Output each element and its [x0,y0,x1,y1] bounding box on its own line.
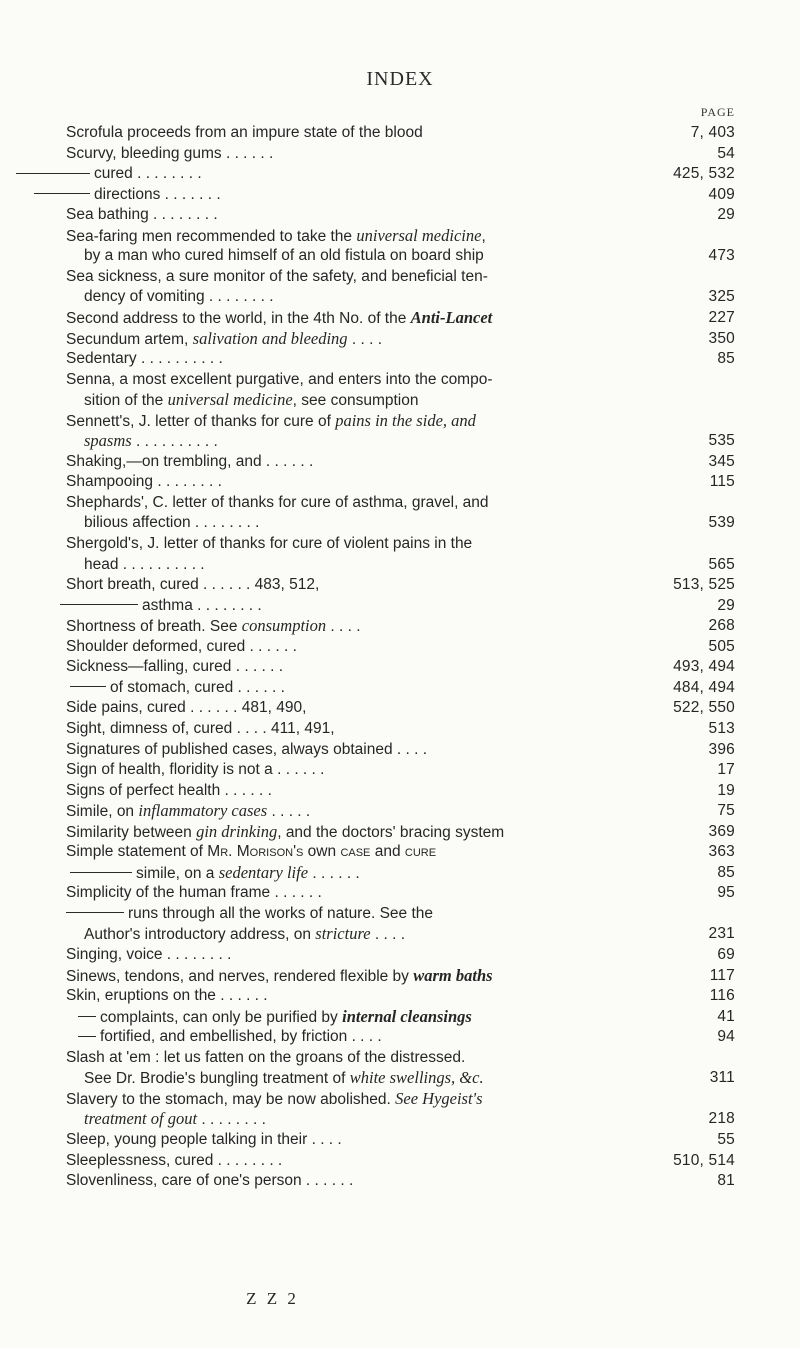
entry-text [70,678,285,698]
entry-heading: bilious affection . . . . . . . . [84,514,260,532]
entry-text [84,924,405,945]
entry-heading: Similarity between gin drinking, and the doctors' bracing system [66,821,505,841]
entry-text [66,370,493,390]
entry-heading: Skin, eruptions on the . . . . . . [66,987,268,1005]
entry-text [66,719,335,739]
entry-text [66,616,361,637]
entry-text [66,966,493,987]
entry-page-numbers: 363 [708,843,735,861]
entry-heading: Signatures of published cases, always obtained . . . . [66,740,428,758]
entry-heading: Sign of health, floridity is not a . . . . . . [66,761,325,779]
entry-text [66,1089,483,1110]
entry-text [66,349,223,369]
entry-heading: spasms . . . . . . . . . . [84,431,218,451]
entry-page-numbers: 396 [708,740,735,758]
entry-text [84,1109,266,1130]
entry-page-numbers: 513 [708,719,735,737]
entry-text [66,657,283,677]
entry-page-numbers: 29 [717,206,735,224]
entry-page-numbers: 115 [709,473,735,491]
entry-text [66,760,324,780]
entry-page-numbers: 473 [708,247,735,265]
entry-heading: fortified, and embellished, by friction . . . . [100,1028,382,1046]
entry-page-numbers: 535 [708,432,735,450]
entry-page-numbers: 484, 494 [673,678,735,696]
ditto-rule [34,193,90,194]
entry-text [70,863,360,884]
entry-heading: Senna, a most excellent purgative, and enters into the compo- [66,370,493,388]
entry-heading: Side pains, cured . . . . . . 481, 490, [66,699,307,717]
entry-page-numbers: 311 [709,1069,735,1087]
entry-page-numbers: 227 [708,308,735,326]
entry-heading: Shampooing . . . . . . . . [66,473,222,491]
entry-page-numbers: 493, 494 [673,658,735,676]
entry-page-numbers: 409 [708,185,735,203]
entry-page-numbers: 29 [717,596,735,614]
entry-text [84,1068,484,1089]
entry-page-numbers: 350 [708,329,735,347]
entry-text [66,493,489,513]
entry-text [66,472,222,492]
entry-heading: Author's introductory address, on stricture . . . . [84,924,406,944]
entry-heading: by a man who cured himself of an old fistula on board ship [84,247,484,265]
entry-page-numbers: 513, 525 [673,576,735,594]
entry-text [66,144,273,164]
entry-heading: Sinews, tendons, and nerves, rendered flexible by warm baths [66,965,493,985]
ditto-rule [78,1016,96,1017]
entry-page-numbers: 522, 550 [673,699,735,717]
page-column-label: PAGE [700,105,735,119]
entry-text [66,945,231,965]
entry-page-numbers: 325 [708,288,735,306]
entry-page-numbers: 19 [717,781,735,799]
entry-text [66,308,492,329]
entry-heading: Sleeplessness, cured . . . . . . . . [66,1151,283,1169]
entry-page-numbers: 69 [717,946,735,963]
entry-heading: head . . . . . . . . . . [84,555,205,573]
entry-heading: dency of vomiting . . . . . . . . [84,288,274,306]
entry-text [66,411,476,432]
entry-heading: Sickness—falling, cured . . . . . . [66,658,284,676]
entry-text [66,1171,353,1191]
entry-heading: Slovenliness, care of one's person . . . . . . [66,1172,354,1190]
entry-heading: See Dr. Brodie's bungling treatment of white swellings, &c. [84,1068,484,1088]
entry-text [66,1048,465,1068]
entry-page-numbers: 505 [708,637,735,655]
entry-heading: Shortness of breath. See consumption . . . . [66,616,361,636]
entry-text [66,329,382,350]
index-entry [0,1171,800,1195]
entry-page-numbers: 231 [708,925,735,943]
entry-heading: simile, on a sedentary life . . . . . . [136,862,360,882]
entry-page-numbers: 41 [717,1007,735,1025]
entry-text [84,555,205,575]
entry-page-numbers: 95 [717,884,735,902]
entry-text [78,1027,382,1047]
entry-text [66,842,436,862]
entry-text [84,246,484,266]
ditto-rule [78,1036,96,1037]
entry-heading: Shergold's, J. letter of thanks for cure of violent pains in the [66,535,473,552]
entry-heading: asthma . . . . . . . . [142,596,262,614]
entry-text [66,740,427,760]
entry-page-numbers: 7, 403 [690,124,735,141]
entry-heading: runs through all the works of nature. See the [128,904,434,922]
entry-heading: Sight, dimness of, cured . . . . 411, 491, [66,719,335,737]
entry-text [66,226,486,247]
entry-page-numbers: 117 [709,966,735,984]
entry-heading: Sea bathing . . . . . . . . [66,206,218,224]
ditto-rule [70,872,132,873]
entry-text [66,637,297,657]
entry-heading: Singing, voice . . . . . . . . [66,946,232,963]
entry-page-numbers: 539 [708,514,735,532]
entry-heading: Sea sickness, a sure monitor of the safety, and beneficial ten- [66,267,488,285]
entry-heading: Signs of perfect health . . . . . . [66,781,272,799]
entry-heading: complaints, can only be purified by internal cleansings [100,1006,472,1026]
entry-text [66,904,433,924]
entry-page-numbers: 369 [708,822,735,840]
entry-page-numbers: 345 [708,452,735,470]
entry-text [66,267,488,287]
entry-heading: Scurvy, bleeding gums . . . . . . [66,144,274,162]
entry-page-numbers: 94 [717,1028,735,1046]
entry-heading: Simple statement of Mr. Morison's own case and cure [66,843,437,861]
entry-page-numbers: 81 [717,1172,735,1190]
entry-text [84,287,274,307]
entry-heading: Shaking,—on trembling, and . . . . . . [66,452,314,470]
entry-heading: Sennett's, J. letter of thanks for cure of pains in the side, and [66,410,476,430]
ditto-rule [70,686,106,687]
entry-text [66,123,423,143]
entry-text [60,596,262,616]
entry-heading: Shephards', C. letter of thanks for cure of asthma, gravel, and [66,493,489,511]
entry-page-numbers: 425, 532 [673,165,735,183]
entry-heading: of stomach, cured . . . . . . [110,678,285,696]
entry-text [66,452,313,472]
entry-text [66,883,322,903]
entry-page-numbers: 17 [717,761,735,779]
entry-heading: Simplicity of the human frame . . . . . . [66,884,322,902]
entry-heading: Slavery to the stomach, may be now abolished. See Hygeist's [66,1088,483,1108]
entry-text [84,390,418,411]
entry-heading: Sedentary . . . . . . . . . . [66,350,223,368]
entry-page-numbers: 54 [717,144,735,162]
entry-text [66,781,272,801]
entry-heading: cured . . . . . . . . [94,165,202,183]
entry-text [66,1130,342,1150]
entry-heading: Secundum artem, salivation and bleeding . . . . [66,328,383,348]
entry-text [66,986,268,1006]
entry-text [66,205,218,225]
entry-heading: Sea-faring men recommended to take the universal medicine, [66,225,486,245]
entry-text [84,513,259,533]
entry-heading: Second address to the world, in the 4th No. of the Anti-Lancet [66,307,493,327]
ditto-rule [16,173,90,174]
entry-page-numbers: 116 [709,987,735,1005]
ditto-rule [60,604,138,605]
entry-page-numbers: 268 [708,617,735,635]
entry-page-numbers: 565 [708,555,735,573]
entry-heading: Slash at 'em : let us fatten on the groans of the distressed. [66,1048,466,1066]
entry-heading: sition of the universal medicine, see consumption [84,390,419,410]
signature-mark: Z Z 2 [246,1289,299,1308]
entry-page-numbers: 218 [708,1110,735,1128]
entry-heading: directions . . . . . . . [94,185,221,203]
entry-heading: treatment of gout . . . . . . . . [84,1109,266,1129]
entry-heading: Shoulder deformed, cured . . . . . . [66,637,297,655]
entry-text [66,575,319,595]
entry-text [66,698,306,718]
entry-page-numbers: 85 [717,863,735,881]
entry-text [34,185,221,205]
entry-page-numbers: 75 [717,802,735,820]
page-title: INDEX [366,68,434,90]
entry-heading: Simile, on inflammatory cases . . . . . [66,801,311,821]
entry-page-numbers: 510, 514 [673,1151,735,1169]
entry-page-numbers: 55 [717,1130,735,1148]
ditto-rule [66,912,124,913]
entry-text [84,431,218,452]
entry-text [66,534,472,554]
entry-page-numbers: 85 [717,350,735,368]
entry-text [16,164,202,184]
entry-text [66,1151,282,1171]
entry-text [66,822,504,843]
entry-text [66,801,310,822]
entry-text [78,1007,472,1028]
entry-heading: Sleep, young people talking in their . . . . [66,1130,342,1148]
entry-heading: Scrofula proceeds from an impure state of the blood [66,124,423,141]
entry-heading: Short breath, cured . . . . . . 483, 512, [66,576,320,594]
